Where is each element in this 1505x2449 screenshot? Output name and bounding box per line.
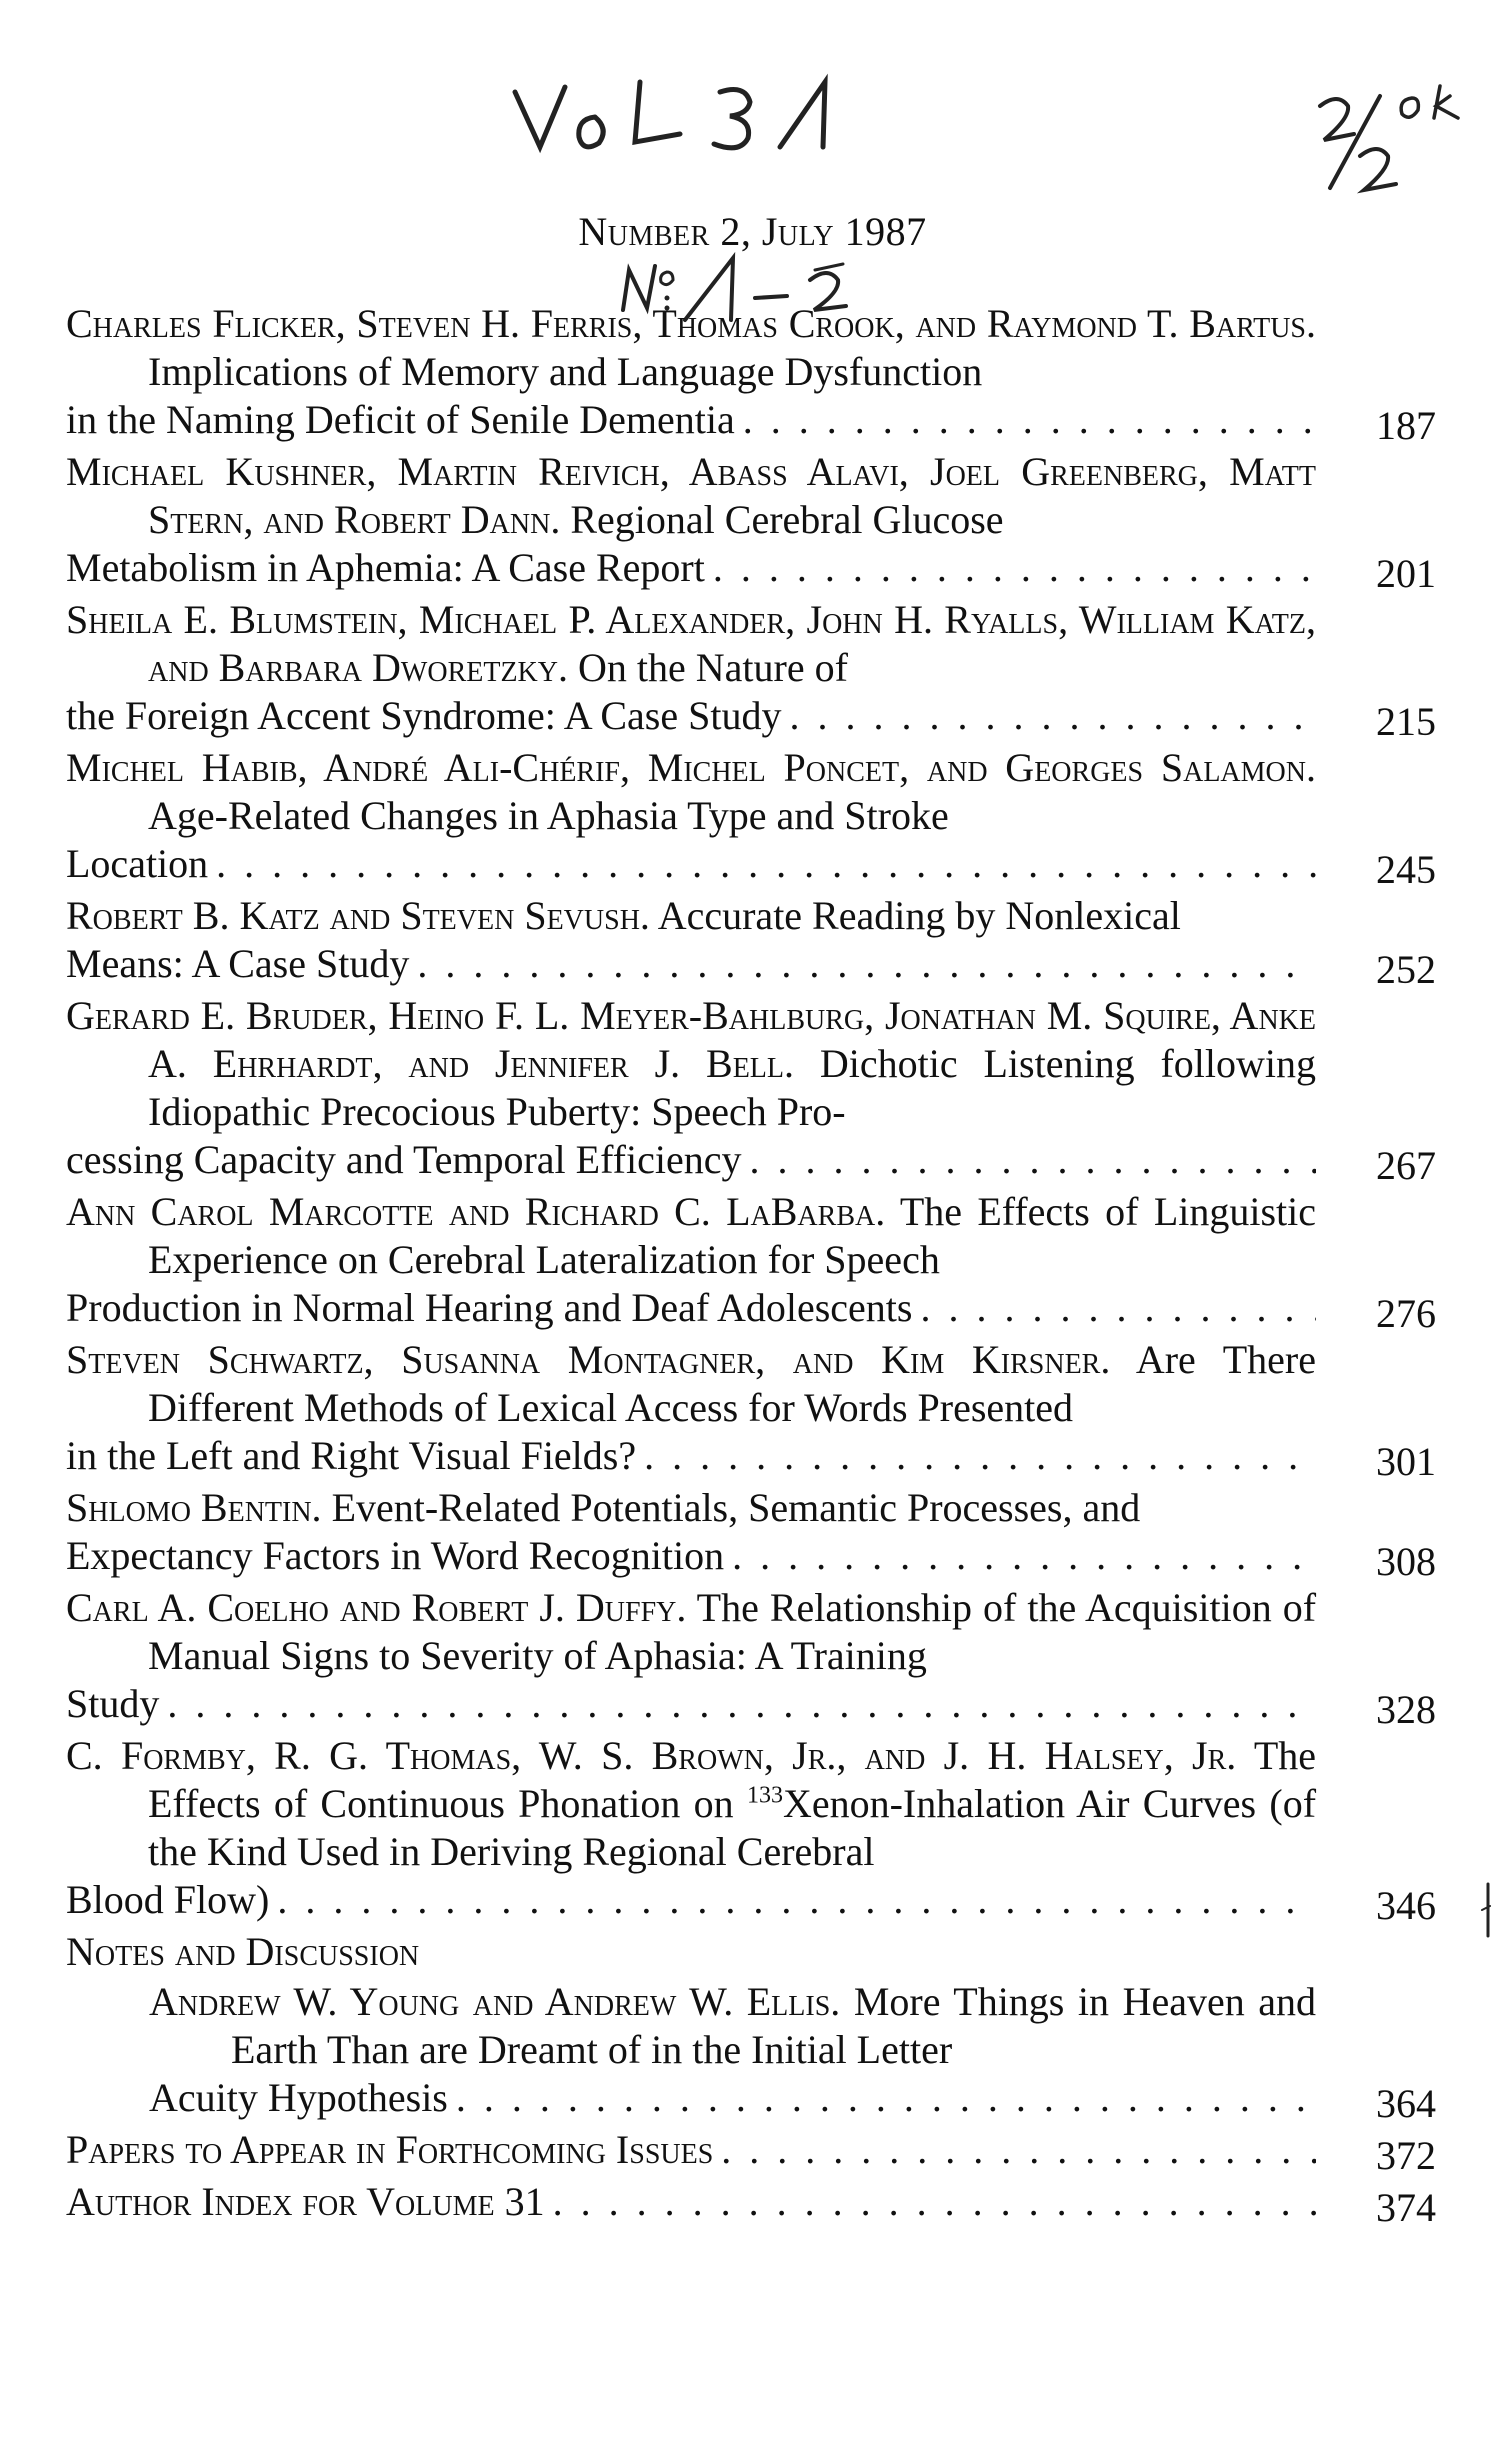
toc-entry (66, 744, 1436, 892)
entry-page-number: 187 (1376, 403, 1436, 448)
entry-title-line: Metabolism in Aphemia: A Case Report (66, 545, 705, 590)
entry-page-number: 252 (1376, 947, 1436, 992)
entry-title-line: Accurate Reading by Nonlexical (657, 893, 1181, 938)
entry-authors: Michael Kushner, Martin Reivich, Abass Alavi, Joel Greenberg, Matt Stern, and Robert Dann. (66, 449, 1316, 542)
entry-page-number: 374 (1376, 2185, 1436, 2230)
dot-leader (741, 396, 1316, 444)
entry-title-line: The Effects of Continuous Phonation on (148, 1733, 1316, 1826)
entry-title-line: On the Nature of (578, 645, 848, 690)
entry-authors: C. Formby, R. G. Thomas, W. S. Brown, Jr., and J. H. Halsey, Jr. (66, 1733, 1237, 1778)
entry-title-line: Production in Normal Hearing and Deaf Adolescents (66, 1285, 913, 1330)
dot-leader (454, 2074, 1316, 2122)
dot-leader (730, 1532, 1316, 1580)
entry-authors: Andrew W. Young and Andrew W. Ellis. (149, 1979, 841, 2024)
notes-discussion-heading: Notes and Discussion (66, 1929, 420, 1974)
dot-leader (788, 692, 1317, 740)
entry-title-line: in the Left and Right Visual Fields? (66, 1433, 637, 1478)
toc-entry (66, 596, 1436, 744)
entry-title-line: Expectancy Factors in Word Recognition (66, 1533, 725, 1578)
dot-leader (415, 940, 1316, 988)
dot-leader (165, 1680, 1316, 1728)
entry-page-number: 346 (1376, 1883, 1436, 1928)
entry-title-line: Implications of Memory and Language Dysfunction (148, 349, 983, 394)
toc-entry (66, 1484, 1436, 1584)
entry-title-line: Heaven and Earth Than are Dreamt of in the Initial Letter (231, 1979, 1317, 2072)
toc-entry (66, 992, 1436, 1188)
entry-page-number: 308 (1376, 1539, 1436, 1584)
entry-title-line: Air Curves (of the Kind Used in Deriving Regional Cerebral (148, 1781, 1317, 1874)
dot-leader (214, 840, 1316, 888)
papers-to-appear-label: Papers to Appear in Forthcoming Issues (66, 2127, 714, 2172)
entry-title-line: Location (66, 841, 209, 886)
table-of-contents (66, 300, 1436, 2230)
dot-leader (748, 1136, 1317, 1184)
entry-title-line: Blood Flow) (66, 1877, 270, 1922)
toc-entry (66, 300, 1436, 448)
entry-title-line: the Foreign Accent Syndrome: A Case Study (66, 693, 782, 738)
entry-title-line: The Effects of (899, 1189, 1139, 1234)
entry-authors: Steven Schwartz, Susanna Montagner, and Kim Kirsner. (66, 1337, 1111, 1382)
toc-entry (66, 1584, 1436, 1732)
entry-title-line: cessing Capacity and Temporal Efficiency (66, 1137, 742, 1182)
entry-title-line: More Things in (853, 1979, 1110, 2024)
entry-page-number: 328 (1376, 1687, 1436, 1732)
margin-tick-mark (1478, 1880, 1498, 1940)
entry-page-number: 301 (1376, 1439, 1436, 1484)
toc-entry-formby (66, 1732, 1436, 1928)
entry-title-line: Regional Cerebral Glucose (570, 497, 1004, 542)
entry-page-number: 364 (1376, 2081, 1436, 2126)
entry-title-line: Linguistic Experience on Cerebral Lateralization for Speech (148, 1189, 1317, 1282)
toc-entry (66, 892, 1436, 992)
entry-title-line: Study (66, 1681, 160, 1726)
toc-entry-notes (66, 1978, 1436, 2126)
entry-authors: Shlomo Bentin. (66, 1485, 322, 1530)
entry-title-line: Are (1135, 1337, 1196, 1382)
toc-entry (66, 448, 1436, 596)
author-index-label: Author Index for Volume 31 (66, 2179, 545, 2224)
isotope-superscript: 133 (746, 1782, 783, 1809)
entry-title-line: Acuity Hypothesis (149, 2075, 448, 2120)
entry-title-line: Event-Related Potentials, Semantic Processes, and (331, 1485, 1141, 1530)
entry-authors: Sheila E. Blumstein, Michael P. Alexander, John H. Ryalls, William Katz, and Barbara Dworetzky. (66, 597, 1316, 690)
dot-leader (719, 2126, 1316, 2174)
entry-title-line: Xenon-Inhalation (782, 1781, 1066, 1826)
entry-title-line: Acquisition of Manual Signs to Severity of Aphasia: A Training (148, 1585, 1317, 1678)
entry-page-number: 201 (1376, 551, 1436, 596)
entry-title-line: The Relationship of the (696, 1585, 1077, 1630)
entry-page-number: 267 (1376, 1143, 1436, 1188)
toc-entry (66, 1188, 1436, 1336)
entry-authors: Gerard E. Bruder, Heino F. L. Meyer-Bahlburg, Jonathan M. Squire, Anke A. Ehrhardt, and Jennifer J. Bell. (66, 993, 1316, 1086)
toc-entry-author-index (66, 2178, 1436, 2230)
entry-title-line: Dichotic (819, 1041, 958, 1086)
entry-title-line: Means: A Case Study (66, 941, 410, 986)
entry-page-number: 215 (1376, 699, 1436, 744)
entry-title-line: There Different Methods of Lexical Access for Words Presented (148, 1337, 1316, 1430)
entry-title-line: Age-Related Changes in Aphasia Type and Stroke (148, 793, 949, 838)
entry-page-number: 372 (1376, 2133, 1436, 2178)
entry-authors: Charles Flicker, Steven H. Ferris, Thomas Crook, and Raymond T. Bartus. (66, 301, 1316, 346)
toc-entry-papers-to-appear (66, 2126, 1436, 2178)
dot-leader (275, 1876, 1316, 1924)
entry-title-line: in the Naming Deficit of Senile Dementia (66, 397, 735, 442)
handwritten-fraction-note (1300, 78, 1490, 198)
entry-authors: Michel Habib, André Ali-Chérif, Michel Poncet, and Georges Salamon. (66, 745, 1316, 790)
dot-leader (918, 1284, 1316, 1332)
entry-authors: Ann Carol Marcotte and Richard C. LaBarba. (66, 1189, 886, 1234)
dot-leader (642, 1432, 1316, 1480)
issue-heading: Number 2, July 1987 (578, 209, 927, 254)
dot-leader (551, 2178, 1316, 2226)
entry-authors: Robert B. Katz and Steven Sevush. (66, 893, 650, 938)
entry-page-number: 245 (1376, 847, 1436, 892)
entry-title-line: Listening following Idiopathic Precocious Puberty: Speech Pro- (148, 1041, 1317, 1134)
toc-entry (66, 1336, 1436, 1484)
dot-leader (711, 544, 1316, 592)
entry-authors: Carl A. Coelho and Robert J. Duffy. (66, 1585, 687, 1630)
handwritten-volume-note (505, 62, 845, 162)
entry-page-number: 276 (1376, 1291, 1436, 1336)
